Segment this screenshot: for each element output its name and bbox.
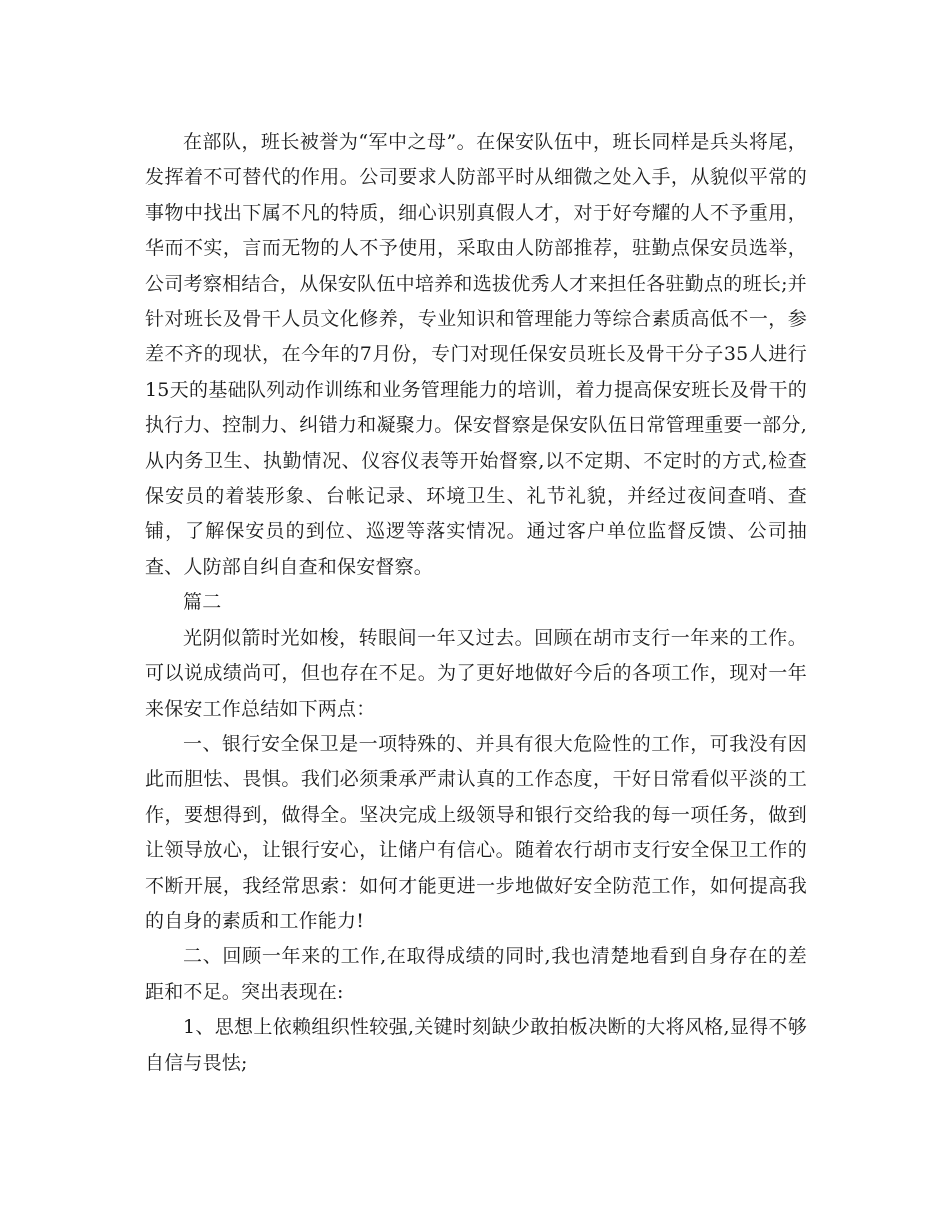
paragraph-point-two: 二、回顾一年来的工作,在取得成绩的同时,我也清楚地看到自身存在的差距和不足。突出表现在:: [145, 945, 807, 1003]
document-body: [145, 125, 807, 1081]
paragraph-point-one: 一、银行安全保卫是一项特殊的、并具有很大危险性的工作，可我没有因此而胆怯、畏惧。我们必须秉承严肃认真的工作态度，干好日常看似平淡的工作，要想得到，做得全。坚决完成上级领导和银行交给我的每一项任务，做到让领导放心，让银行安心，让储户有信心。随着农行胡市支行安全保卫工作的不断开展，我经常思索：如何才能更进一步地做好安全防范工作，如何提高我的自身的素质和工作能力!: [145, 732, 807, 932]
paragraph-item-one: 1、思想上依赖组织性较强,关键时刻缺少敢拍板决断的大将风格,显得不够自信与畏怯;: [145, 1016, 807, 1074]
section-heading-part-two: 篇二: [183, 591, 222, 614]
paragraph-squad-leader: 在部队，班长被誉为“军中之母”。在保安队伍中，班长同样是兵头将尾，发挥着不可替代的作用。公司要求人防部平时从细微之处入手，从貌似平常的事物中找出下属不凡的特质，细心识别真假人才，对于好夸耀的人不予重用，华而不实，言而无物的人不予使用，采取由人防部推荐，驻勤点保安员选举，公司考察相结合，从保安队伍中培养和选拔优秀人才来担任各驻勤点的班长;并针对班长及骨干人员文化修养，专业知识和管理能力等综合素质高低不一，参差不齐的现状，在今年的7月份，专门对现任保安员班长及骨干分子35人进行15天的基础队列动作训练和业务管理能力的培训，着力提高保安班长及骨干的执行力、控制力、纠错力和凝聚力。保安督察是保安队伍日常管理重要一部分,从内务卫生、执勤情况、仪容仪表等开始督察,以不定期、不定时的方式,检查保安员的着装形象、台帐记录、环境卫生、礼节礼貌，并经过夜间查哨、查铺，了解保安员的到位、巡逻等落实情况。通过客户单位监督反馈、公司抽查、人防部自纠自查和保安督察。: [145, 131, 807, 578]
paragraph-year-review-intro: 光阴似箭时光如梭，转眼间一年又过去。回顾在胡市支行一年来的工作。可以说成绩尚可，但也存在不足。为了更好地做好今后的各项工作，现对一年来保安工作总结如下两点：: [145, 626, 807, 720]
